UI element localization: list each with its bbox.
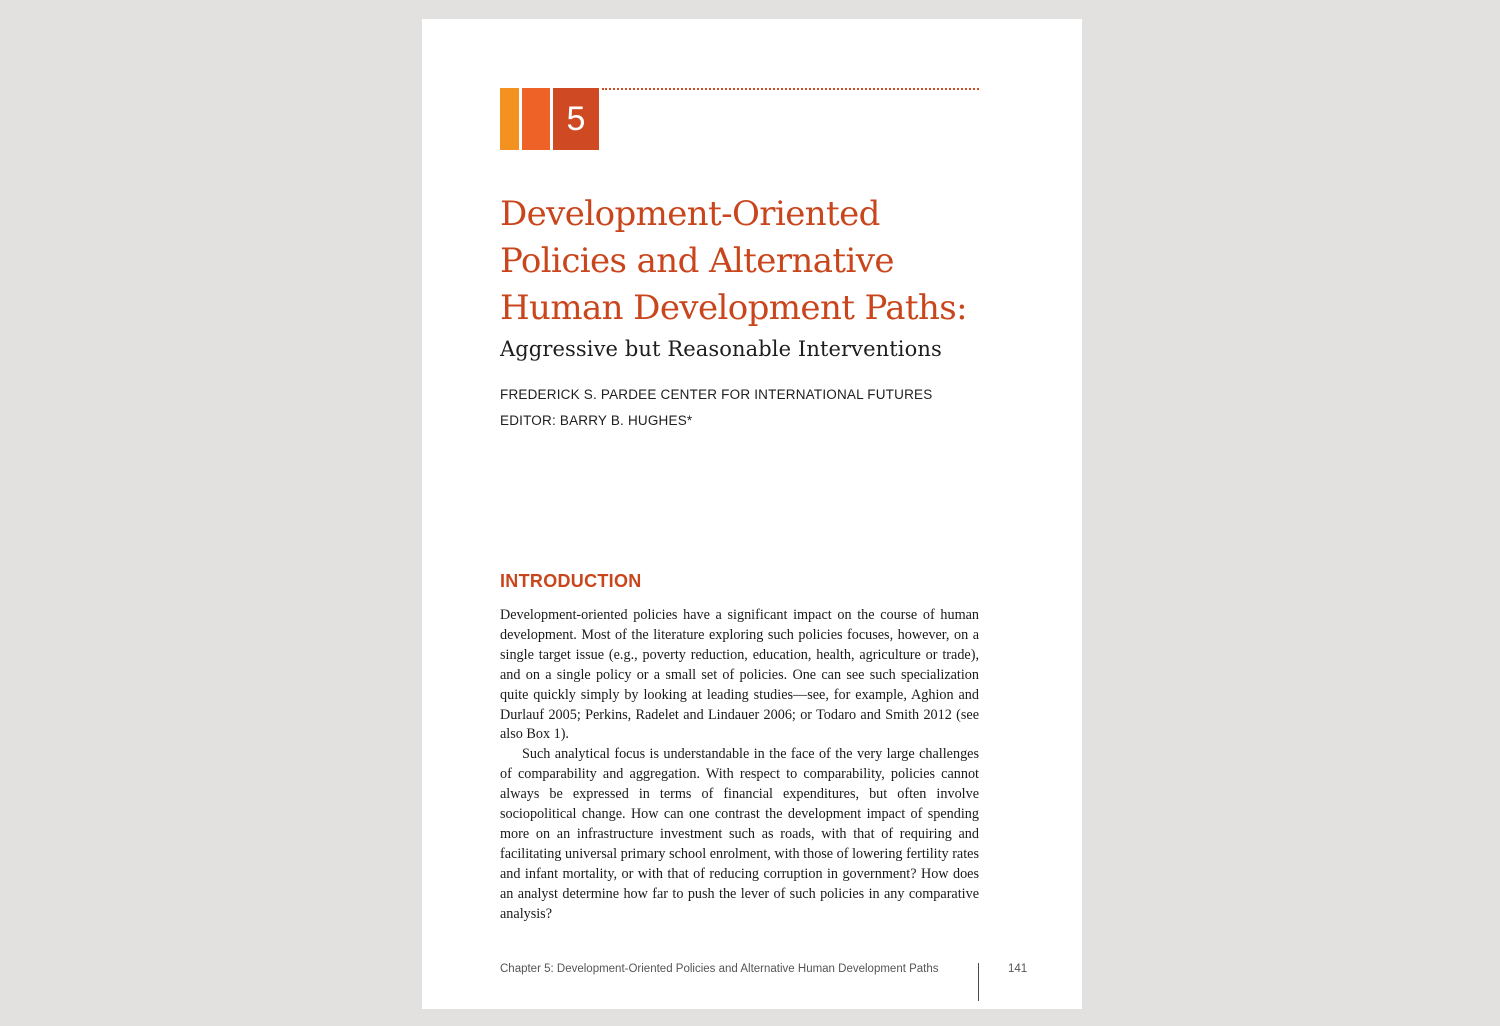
document-page: [422, 19, 1082, 1009]
center-affiliation: FREDERICK S. PARDEE CENTER FOR INTERNATIONAL FUTURES: [500, 387, 933, 402]
dotted-rule: [602, 88, 979, 90]
body-text: [500, 606, 979, 925]
chapter-title-line-2: Policies and Alternative: [500, 241, 894, 281]
badge-bar-medium: [522, 88, 550, 150]
chapter-number: 5: [566, 100, 586, 138]
paragraph-2: Such analytical focus is understandable in the face of the very large challenges of comparability and aggregation. With respect to comparability, policies cannot always be expressed in terms of financial expenditures, but often involve sociopolitical change. How can one contrast the development impact of spending more on an infrastructure investment such as roads, with that of requiring and facilitating universal primary school enrolment, with those of lowering fertility rates and infant mortality, or with that of reducing corruption in government? How does an analyst determine how far to push the lever of such policies in any comparative analysis?: [500, 746, 979, 922]
running-footer: Chapter 5: Development-Oriented Policies and Alternative Human Development Paths: [500, 963, 939, 975]
paragraph-1: Development-oriented policies have a significant impact on the course of human development. Most of the literature exploring such policies focuses, however, on a single target issue (e.g., poverty reduction, education, health, agriculture or trade), and on a single policy or a small set of policies. One can see such specialization quite quickly simply by looking at leading studies—see, for example, Aghion and Durlauf 2005; Perkins, Radelet and Lindauer 2006; or Todaro and Smith 2012 (see also Box 1).: [500, 607, 979, 743]
chapter-subtitle: Aggressive but Reasonable Interventions: [500, 337, 942, 361]
badge-bar-light: [500, 88, 519, 150]
editor-line: EDITOR: BARRY B. HUGHES*: [500, 413, 693, 428]
chapter-title-line-1: Development-Oriented: [500, 194, 880, 234]
page-number: 141: [1008, 963, 1028, 975]
chapter-title-line-3: Human Development Paths:: [500, 288, 967, 328]
chapter-title: [500, 191, 1060, 332]
section-heading: INTRODUCTION: [500, 571, 642, 591]
footer-divider: [978, 963, 979, 1001]
chapter-badge: [500, 88, 599, 150]
